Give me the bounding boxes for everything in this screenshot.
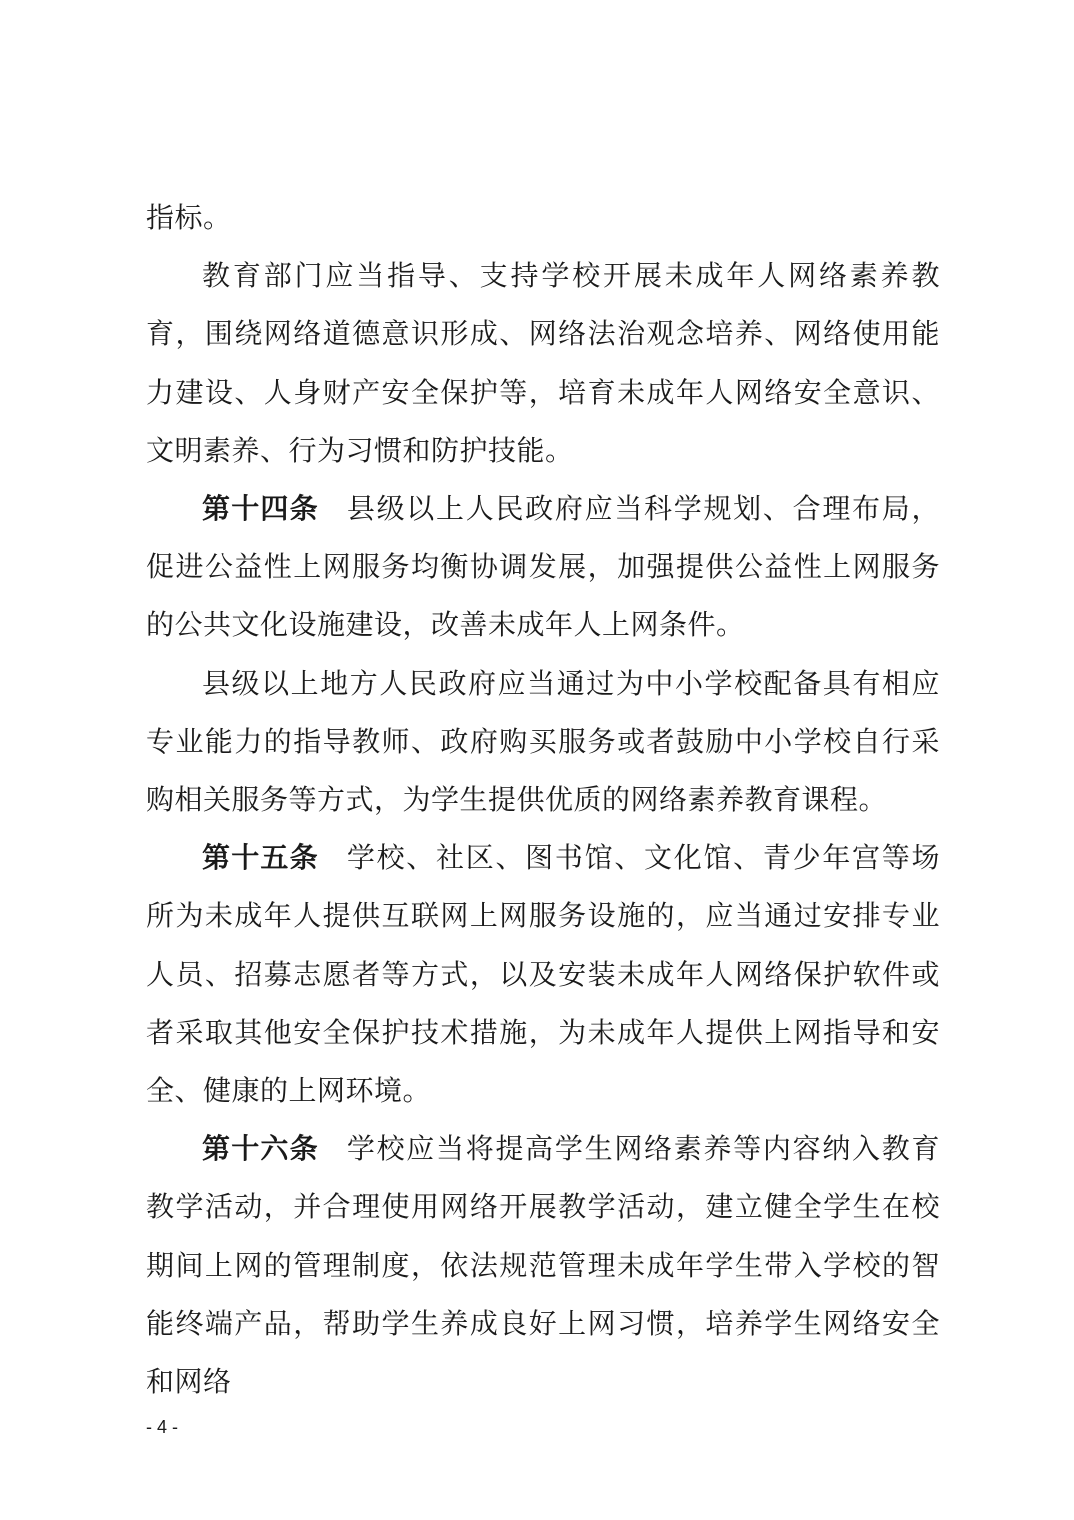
paragraph-text: 县级以上人民政府应当科学规划、合理布局，促进公益性上网服务均衡协调发展，加强提供公益性上网服务的公共文化设施建设，改善未成年人上网条件。 [146,492,940,642]
paragraph-2 [146,247,940,480]
article-number: 第十五条 [202,841,319,875]
paragraph-text: 教育部门应当指导、支持学校开展未成年人网络素养教育，围绕网络道德意识形成、网络法治观念培养、网络使用能力建设、人身财产安全保护等，培育未成年人网络安全意识、文明素养、行为习惯和防护技能。 [146,259,940,467]
paragraph-1 [146,189,940,247]
paragraph-text: 学校应当将提高学生网络素养等内容纳入教育教学活动，并合理使用网络开展教学活动，建立健全学生在校期间上网的管理制度，依法规范管理未成年学生带入学校的智能终端产品，帮助学生养成良好上网习惯，培养学生网络安全和网络 [146,1132,940,1399]
paragraph-text: 指标。 [146,201,232,234]
article-number: 第十四条 [202,492,319,526]
paragraph-text: 学校、社区、图书馆、文化馆、青少年宫等场所为未成年人提供互联网上网服务设施的，应当通过安排专业人员、招募志愿者等方式，以及安装未成年人网络保护软件或者采取其他安全保护技术措施，为未成年人提供上网指导和安全、健康的上网环境。 [146,841,940,1108]
article-14-paragraph [146,480,940,655]
article-15-paragraph [146,829,940,1120]
document-body [146,189,940,1411]
paragraph-4 [146,655,940,830]
paragraph-text: 县级以上地方人民政府应当通过为中小学校配备具有相应专业能力的指导教师、政府购买服务或者鼓励中小学校自行采购相关服务等方式，为学生提供优质的网络素养教育课程。 [146,666,940,817]
page-number: - 4 - [146,1417,179,1437]
article-number: 第十六条 [202,1132,319,1166]
article-16-paragraph [146,1120,940,1411]
